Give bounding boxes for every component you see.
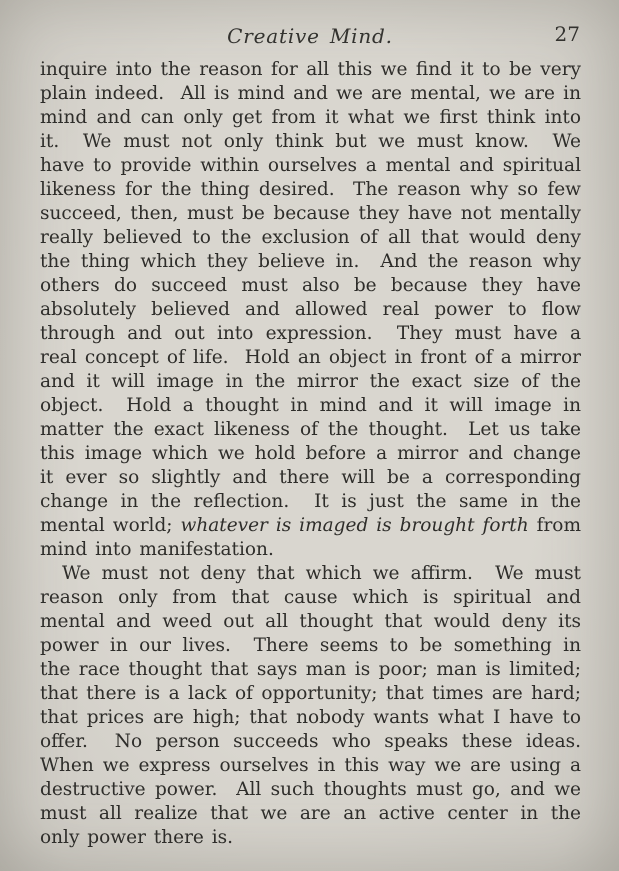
paragraph-2: We must not deny that which we affirm. We must reason only from that cause which is spiritual and mental and weed out all thought that would deny its power in our lives. There seems to be something in the race thought that says man is poor; man is limited; that there is a lack of opportunity; that times are hard; that prices are high; that nobody wants what I have to offer. No person succeeds who speaks these ideas. When we express ourselves in this way we are using a destructive power. All such thoughts must go, and we must all realize that we are an active center in the only power there is. xyxy=(40,563,597,848)
paragraph-1-text-after: from mind into manifestation. xyxy=(40,515,589,560)
page-header xyxy=(40,0,580,52)
running-title: Creative Mind. xyxy=(227,24,393,48)
paragraph-1 xyxy=(40,58,589,562)
paragraph-1-text-before: inquire into the reason for all this we find it to be very plain indeed. All is mind and we are mental, we are in mind and can only get from it what we first think into it. We must not only think but we must know. We have to provide within ourselves a mental and spiritual likeness for the thing desired. The reason why so few succeed, then, must be because they have not mentally really believed to the exclusion of all that would deny the thing which they believe in. And the reason why others do succeed must also be because they have absolutely believed and allowed real power to flow through and out into expression. They must have a real concept of life. Hold an object in front of a mirror and it will image in the mirror the exact size of the object. Hold a thought in mind and it will image in matter the exact likeness of the thought. Let us take this image which we hold before a mirror and change it ever so slightly and there will be a corresponding change in the reflection. It is just the same in the mental world; xyxy=(40,59,589,536)
paragraph-1-italic-phrase: whatever is imaged is brought forth xyxy=(180,515,529,536)
page-body xyxy=(40,58,597,850)
page-number: 27 xyxy=(554,22,580,46)
